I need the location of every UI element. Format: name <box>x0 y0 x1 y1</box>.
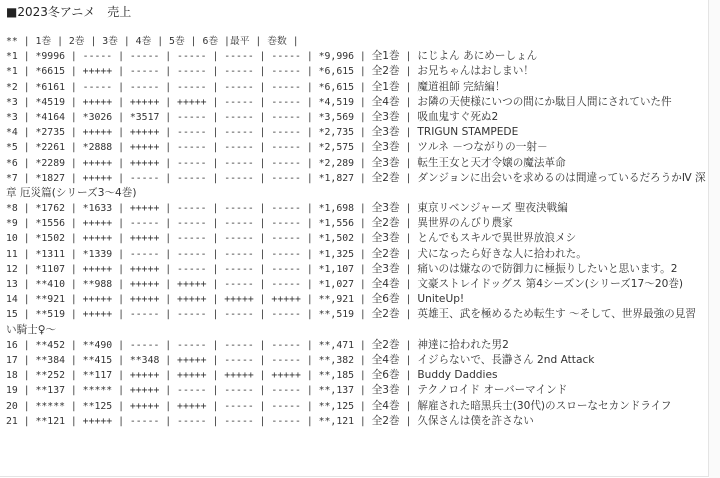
title-cell: TRIGUN STAMPEDE <box>417 126 519 139</box>
volumes-cell: *1107 | +++++ | +++++ | ----- | ----- | ----- | <box>35 263 313 275</box>
column-separator: | <box>399 142 418 154</box>
average-cell: *6,615 <box>318 66 355 78</box>
title-cell: にじよん あにめーしょん <box>417 50 538 63</box>
title-cell: 魔道祖師 完結編！ <box>417 80 506 93</box>
column-separator: | <box>354 400 372 412</box>
column-separator: | <box>17 415 36 427</box>
rank-cell: 20 <box>6 400 18 412</box>
table-row <box>6 64 706 79</box>
volume-count-cell: 全3巻 <box>371 141 400 154</box>
volumes-cell: *4519 | +++++ | +++++ | +++++ | ----- | ----- | <box>35 96 313 108</box>
volumes-cell: **137 | ***** | +++++ | ----- | ----- | ----- | <box>35 385 313 397</box>
rank-cell: 12 <box>6 263 18 275</box>
volume-count-cell: 全2巻 <box>371 338 400 351</box>
column-separator: | <box>354 355 372 366</box>
volume-count-cell: 全2巻 <box>371 65 400 78</box>
header-columns: ** | 1巻 | 2巻 | 3巻 | 4巻 | 5巻 | 6巻 | <box>6 36 230 47</box>
volumes-cell: *1827 | +++++ | ----- | ----- | ----- | ----- | <box>35 172 313 184</box>
volume-count-cell: 全2巻 <box>371 308 400 321</box>
average-cell: **,137 <box>318 385 355 397</box>
column-separator: | <box>399 370 418 382</box>
title-cell: 吸血鬼すぐ死ぬ2 <box>417 110 499 123</box>
scrollbar-track[interactable] <box>709 0 720 478</box>
rank-cell: 17 <box>6 355 18 366</box>
rank-cell: *1 <box>6 51 18 63</box>
title-cell: ダンジョンに出会いを求めるのは間違っているだろうかⅣ 深章 厄災篇(シリーズ3～4巻) <box>6 171 706 199</box>
column-separator: | <box>17 51 36 63</box>
volume-count-cell: 全1巻 <box>371 80 400 93</box>
table-row <box>6 383 706 398</box>
table-row <box>6 247 706 262</box>
rank-cell: 13 <box>6 279 18 291</box>
column-separator: | <box>354 157 372 169</box>
rank-cell: *6 <box>6 157 18 169</box>
column-separator: | <box>354 81 372 93</box>
average-cell: **,121 <box>318 415 355 427</box>
volumes-cell: *1311 | *1339 | ----- | ----- | ----- | ----- | <box>35 248 313 260</box>
title-cell: お兄ちゃんはおしまい！ <box>417 65 534 78</box>
volume-count-cell: 全2巻 <box>371 217 400 230</box>
volumes-cell: *2289 | +++++ | +++++ | ----- | ----- | ----- | <box>35 157 313 169</box>
title-cell: 転生王女と天才令嬢の魔法革命 <box>417 156 566 169</box>
column-separator: | <box>354 263 372 275</box>
volume-count-cell: 全3巻 <box>371 202 400 215</box>
rank-cell: *5 <box>6 142 18 154</box>
table-row <box>6 277 706 292</box>
title-cell: ツルネ －つながりの一射－ <box>417 141 548 154</box>
table-row <box>6 156 706 171</box>
volumes-cell: *9996 | ----- | ----- | ----- | ----- | ----- | <box>35 51 313 63</box>
column-separator: | <box>17 279 36 291</box>
title-cell: 痛いのは嫌なので防御力に極振りしたいと思います。2 <box>417 262 678 275</box>
volume-count-cell: 全6巻 <box>371 293 400 306</box>
column-separator: | <box>399 339 418 351</box>
header-right-columns: 最平 | 巻数 | <box>229 36 299 47</box>
volume-count-cell: 全3巻 <box>371 384 400 397</box>
column-separator: | <box>17 66 36 78</box>
column-separator: | <box>17 370 36 382</box>
column-separator: | <box>17 339 36 351</box>
column-separator: | <box>399 385 418 397</box>
table-row <box>6 338 706 353</box>
table-row <box>6 368 706 383</box>
table-row <box>6 201 706 216</box>
average-cell: **,519 <box>318 309 355 321</box>
title-cell: とんでもスキルで異世界放浪メシ <box>417 232 577 245</box>
table-row <box>6 95 706 110</box>
title-cell: 解雇された暗黒兵士(30代)のスローなセカンドライフ <box>417 399 672 412</box>
title-cell: 神達に拾われた男2 <box>417 338 509 351</box>
column-separator: | <box>399 279 418 291</box>
column-separator: | <box>354 127 372 139</box>
volumes-cell: *4164 | *3026 | *3517 | ----- | ----- | ----- | <box>35 111 313 123</box>
title-cell: お隣の天使様にいつの間にか駄目人間にされていた件 <box>417 95 672 108</box>
column-separator: | <box>399 263 418 275</box>
average-cell: *2,735 <box>318 127 355 139</box>
volume-count-cell: 全6巻 <box>371 369 400 382</box>
rank-cell: *3 <box>6 96 18 108</box>
volumes-cell: **384 | **415 | **348 | +++++ | ----- | ----- | <box>35 355 313 366</box>
column-separator: | <box>17 203 36 215</box>
table-row <box>6 171 706 201</box>
column-separator: | <box>399 309 418 321</box>
table-row <box>6 399 706 414</box>
column-separator: | <box>399 157 418 169</box>
column-separator: | <box>399 415 418 427</box>
average-cell: **,185 <box>318 370 355 382</box>
volume-count-cell: 全2巻 <box>371 171 400 184</box>
volumes-cell: *2735 | +++++ | +++++ | ----- | ----- | ----- | <box>35 127 313 139</box>
average-cell: *2,575 <box>318 142 355 154</box>
rank-cell: *8 <box>6 203 18 215</box>
volume-count-cell: 全2巻 <box>371 414 400 427</box>
volume-count-cell: 全3巻 <box>371 110 400 123</box>
column-separator: | <box>399 233 418 245</box>
average-cell: **,382 <box>318 355 355 366</box>
table-row <box>6 307 706 337</box>
table-row <box>6 353 706 368</box>
column-separator: | <box>399 218 418 230</box>
column-separator: | <box>17 355 36 366</box>
column-separator: | <box>17 218 36 230</box>
column-separator: | <box>17 127 36 139</box>
column-separator: | <box>17 233 36 245</box>
column-separator: | <box>399 172 418 184</box>
volumes-cell: *1502 | +++++ | +++++ | ----- | ----- | ----- | <box>35 233 313 245</box>
average-cell: *1,556 <box>318 218 355 230</box>
sales-table <box>6 34 706 429</box>
volumes-cell: **519 | +++++ | ----- | ----- | ----- | ----- | <box>35 309 313 321</box>
volume-count-cell: 全4巻 <box>371 354 400 366</box>
column-separator: | <box>354 96 372 108</box>
column-separator: | <box>17 248 36 260</box>
title-cell: UniteUp! <box>417 293 465 306</box>
column-separator: | <box>17 142 36 154</box>
title-cell: 文豪ストレイドッグス 第4シーズン(シリーズ17～20巻) <box>417 278 684 291</box>
average-cell: *9,996 <box>318 51 355 63</box>
column-separator: | <box>399 66 418 78</box>
volume-count-cell: 全3巻 <box>371 156 400 169</box>
column-separator: | <box>399 294 418 306</box>
column-separator: | <box>354 294 372 306</box>
table-header <box>6 34 706 49</box>
rank-cell: 21 <box>6 415 18 427</box>
rank-cell: 18 <box>6 370 18 382</box>
table-row <box>6 110 706 125</box>
volumes-cell: *6615 | +++++ | ----- | ----- | ----- | ----- | <box>35 66 313 78</box>
column-separator: | <box>399 248 418 260</box>
column-separator: | <box>354 66 372 78</box>
title-cell: Buddy Daddies <box>417 369 498 382</box>
average-cell: *4,519 <box>318 96 355 108</box>
rank-cell: 15 <box>6 309 18 321</box>
column-separator: | <box>17 263 36 275</box>
volume-count-cell: 全4巻 <box>371 278 400 291</box>
column-separator: | <box>17 96 36 108</box>
volumes-cell: **921 | +++++ | +++++ | +++++ | +++++ | +++++ | <box>35 294 313 306</box>
column-separator: | <box>399 81 418 93</box>
average-cell: *1,107 <box>318 263 355 275</box>
column-separator: | <box>17 157 36 169</box>
column-separator: | <box>17 309 36 321</box>
rank-cell: 10 <box>6 233 18 245</box>
title-cell: 久保さんは僕を許さない <box>417 414 534 427</box>
column-separator: | <box>399 127 418 139</box>
post-title: ■2023冬アニメ 売上 <box>6 5 132 19</box>
volume-count-cell: 全1巻 <box>371 50 400 63</box>
table-rows <box>6 49 706 429</box>
volumes-cell: **410 | **988 | +++++ | +++++ | ----- | ----- | <box>35 279 313 291</box>
rank-cell: 19 <box>6 385 18 397</box>
table-row <box>6 414 706 429</box>
volumes-cell: *6161 | ----- | ----- | ----- | ----- | ----- | <box>35 81 313 93</box>
column-separator: | <box>17 385 36 397</box>
column-separator: | <box>399 203 418 215</box>
table-row <box>6 80 706 95</box>
average-cell: *3,569 <box>318 111 355 123</box>
column-separator: | <box>17 294 36 306</box>
column-separator: | <box>354 111 372 123</box>
average-cell: *2,289 <box>318 157 355 169</box>
volume-count-cell: 全3巻 <box>371 232 400 245</box>
table-row <box>6 216 706 231</box>
volumes-cell: **452 | **490 | ----- | ----- | ----- | ----- | <box>35 339 313 351</box>
average-cell: *1,827 <box>318 172 355 184</box>
volumes-cell: *1556 | +++++ | ----- | ----- | ----- | ----- | <box>35 218 313 230</box>
column-separator: | <box>17 81 36 93</box>
average-cell: *1,325 <box>318 248 355 260</box>
title-cell: 英雄王、武を極めるため転生す ～そして、世界最強の見習い騎士♀～ <box>6 308 696 336</box>
average-cell: **,125 <box>318 400 355 412</box>
rank-cell: 16 <box>6 339 18 351</box>
table-row <box>6 231 706 246</box>
table-row <box>6 292 706 307</box>
column-separator: | <box>17 172 36 184</box>
rank-cell: 14 <box>6 294 18 306</box>
table-row <box>6 262 706 277</box>
column-separator: | <box>17 111 36 123</box>
volumes-cell: *2261 | *2888 | +++++ | ----- | ----- | ----- | <box>35 142 313 154</box>
volumes-cell: *1762 | *1633 | +++++ | ----- | ----- | ----- | <box>35 203 313 215</box>
volume-count-cell: 全2巻 <box>371 247 400 260</box>
volumes-cell: **252 | **117 | +++++ | +++++ | +++++ | +++++ | <box>35 370 313 382</box>
title-cell: テクノロイド オーバーマインド <box>417 384 568 397</box>
column-separator: | <box>354 142 372 154</box>
average-cell: **,921 <box>318 294 355 306</box>
rank-cell: *4 <box>6 127 18 139</box>
volume-count-cell: 全3巻 <box>371 262 400 275</box>
column-separator: | <box>354 51 372 63</box>
rank-cell: *2 <box>6 81 18 93</box>
table-row <box>6 125 706 140</box>
column-separator: | <box>399 51 418 63</box>
column-separator: | <box>399 96 418 108</box>
rank-cell: *3 <box>6 111 18 123</box>
volume-count-cell: 全4巻 <box>371 95 400 108</box>
title-cell: 犬になったら好きな人に拾われた。 <box>417 247 587 260</box>
column-separator: | <box>354 172 372 184</box>
average-cell: *6,615 <box>318 81 355 93</box>
column-separator: | <box>354 339 372 351</box>
rank-cell: 11 <box>6 248 18 260</box>
column-separator: | <box>354 309 372 321</box>
rank-cell: *7 <box>6 172 18 184</box>
column-separator: | <box>354 415 372 427</box>
title-cell: 東京リベンジャーズ 聖夜決戦編 <box>417 202 568 215</box>
table-row <box>6 140 706 155</box>
column-separator: | <box>17 400 36 412</box>
column-separator: | <box>354 233 372 245</box>
column-separator: | <box>354 248 372 260</box>
volumes-cell: ***** | **125 | +++++ | +++++ | ----- | ----- | <box>35 400 313 412</box>
title-cell: イジらないで、長瀞さん 2nd Attack <box>417 354 595 366</box>
column-separator: | <box>399 355 418 366</box>
average-cell: *1,698 <box>318 203 355 215</box>
average-cell: **,471 <box>318 339 355 351</box>
column-separator: | <box>354 385 372 397</box>
volume-count-cell: 全3巻 <box>371 126 400 139</box>
volume-count-cell: 全4巻 <box>371 399 400 412</box>
column-separator: | <box>354 218 372 230</box>
column-separator: | <box>354 279 372 291</box>
column-separator: | <box>354 203 372 215</box>
average-cell: *1,027 <box>318 279 355 291</box>
title-cell: 異世界のんびり農家 <box>417 217 513 230</box>
volumes-cell: **121 | +++++ | ----- | ----- | ----- | ----- | <box>35 415 313 427</box>
column-separator: | <box>354 370 372 382</box>
rank-cell: *1 <box>6 66 18 78</box>
table-row <box>6 49 706 64</box>
column-separator: | <box>399 111 418 123</box>
average-cell: *1,502 <box>318 233 355 245</box>
column-separator: | <box>399 400 418 412</box>
rank-cell: *9 <box>6 218 18 230</box>
